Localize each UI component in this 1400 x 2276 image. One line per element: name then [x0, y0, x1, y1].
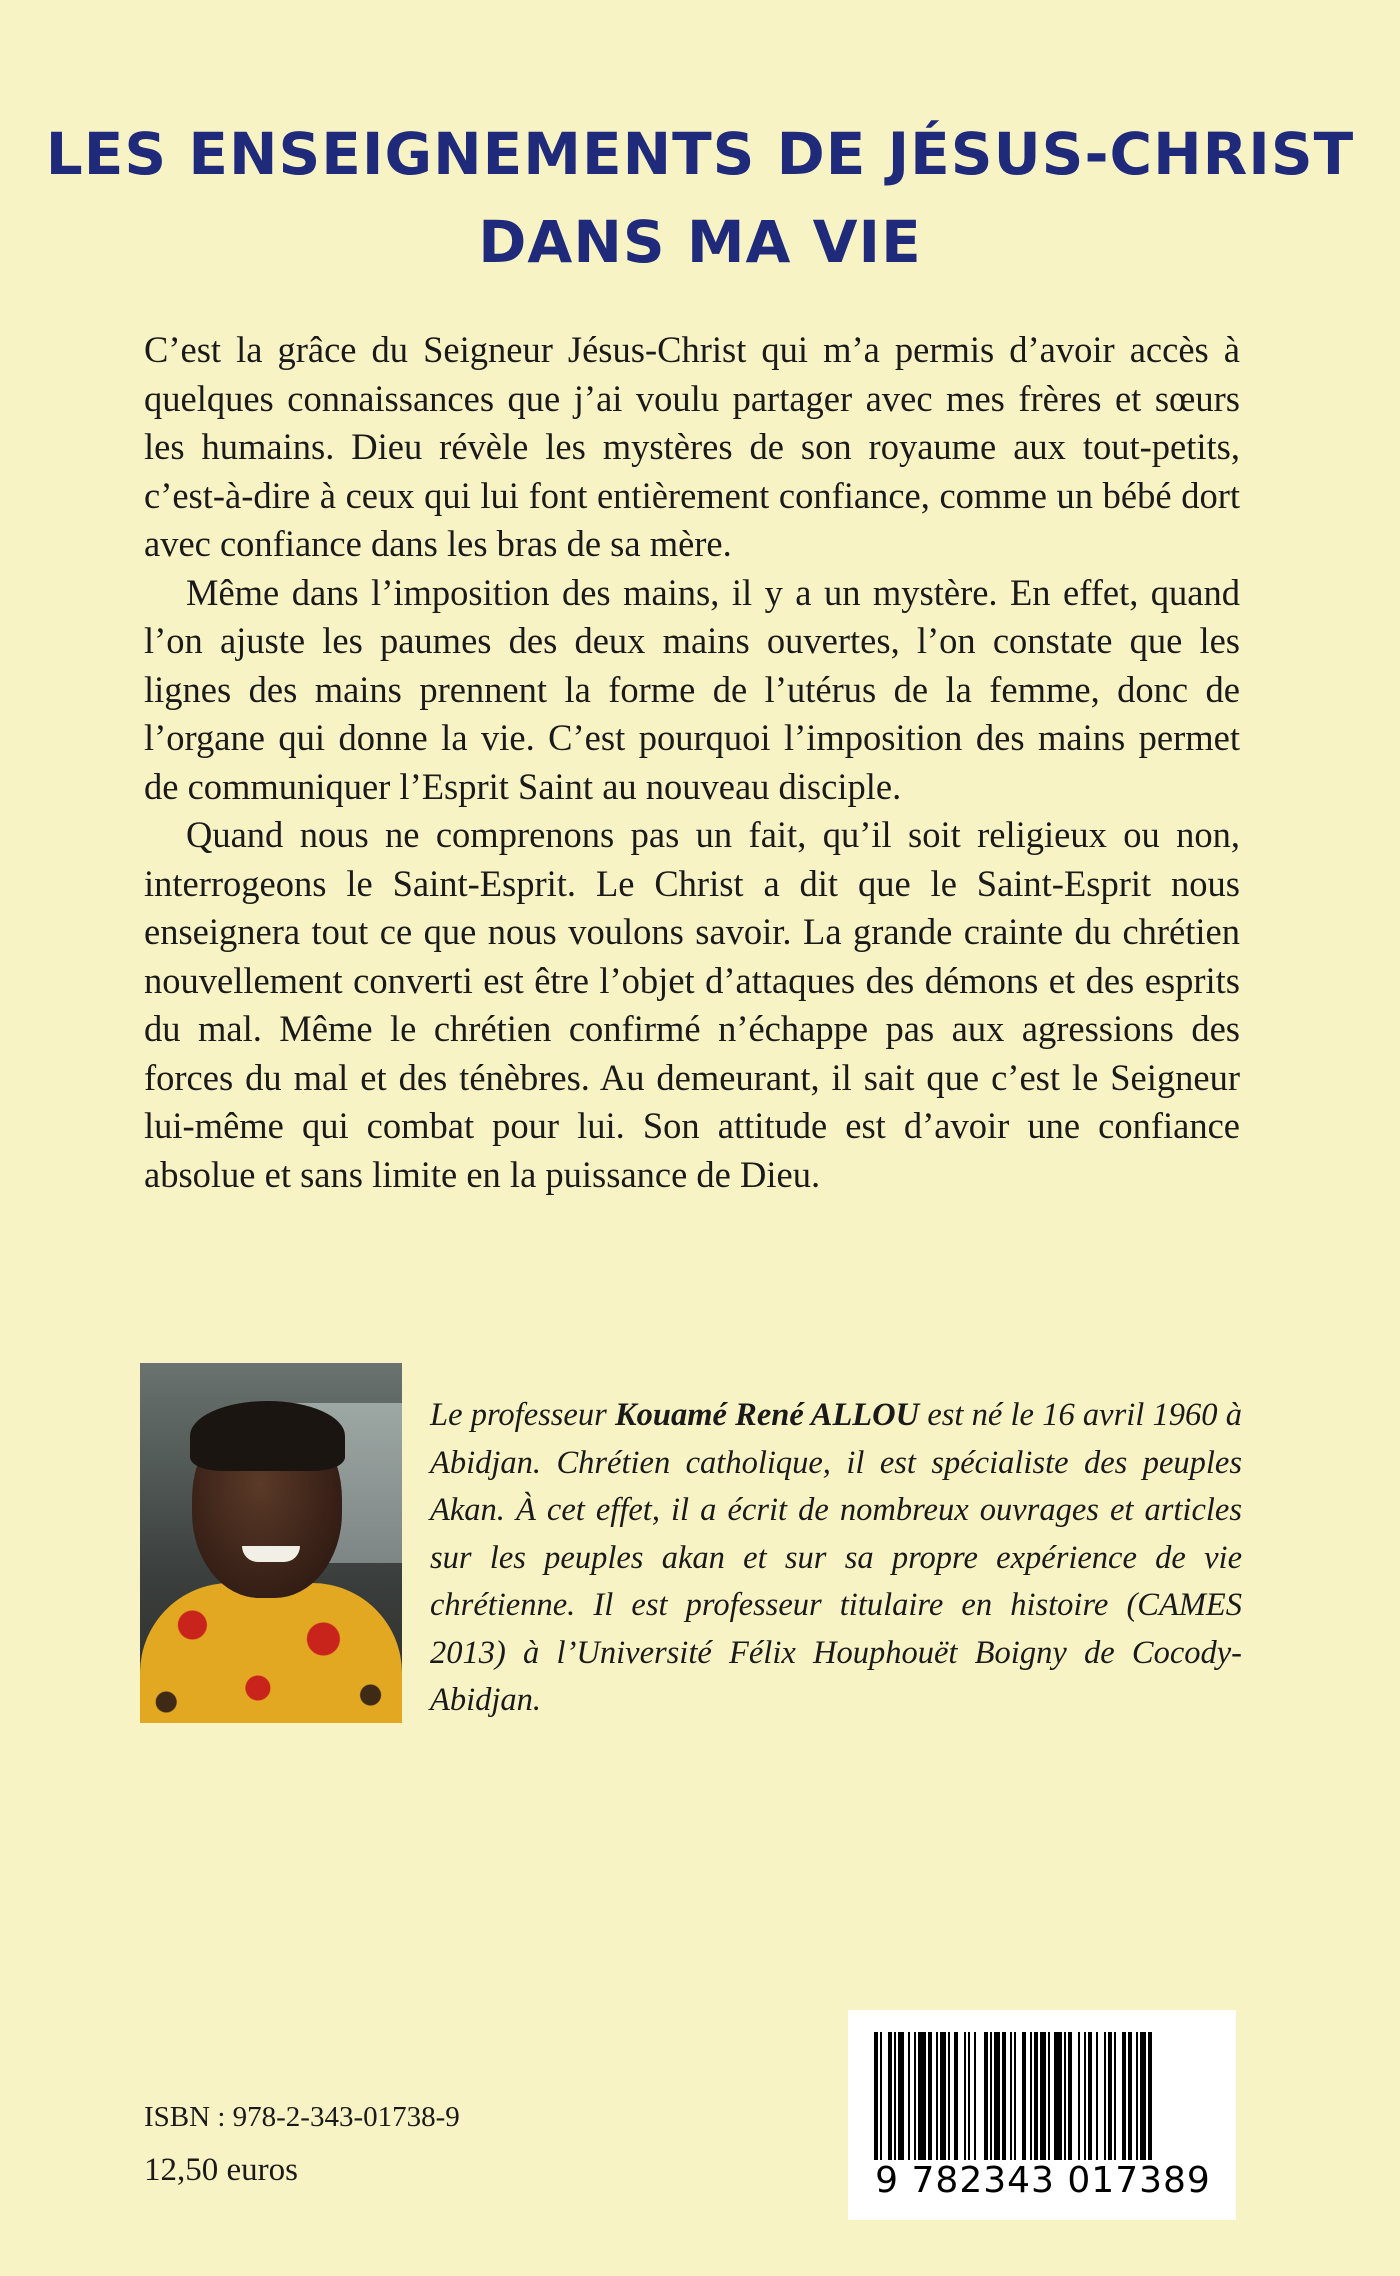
author-name: Kouamé René ALLOU — [614, 1397, 920, 1433]
author-bio-text: est né le 16 avril 1960 à Abidjan. Chrétien catholique, il est spécialiste des peuples Akan. À cet effet, il a écrit de nombreux ouvrages et articles sur les peuples akan et sur sa propre expérience de vie chrétienne. Il est professeur titulaire en histoire (CAMES 2013) à l’Université Félix Houphouët Boigny de Cocody-Abidjan. — [430, 1397, 1242, 1718]
price-label: 12,50 euros — [144, 2152, 298, 2188]
summary-paragraph: C’est la grâce du Seigneur Jésus-Christ qui m’a permis d’avoir accès à quelques connaissances que j’ai voulu partager avec mes frères et sœurs les humains. Dieu révèle les mystères de son royaume aux tout-petits, c’est-à-dire à ceux qui lui font entièrement confiance, comme un bébé dort avec confiance dans les bras de sa mère. — [144, 329, 1240, 564]
barcode — [848, 2010, 1236, 2220]
book-title-line-2: DANS MA VIE — [478, 208, 922, 276]
barcode-bars — [870, 2032, 1214, 2160]
back-cover-summary — [144, 326, 1240, 1199]
book-title-line-1: LES ENSEIGNEMENTS DE JÉSUS-CHRIST — [45, 120, 1355, 188]
barcode-digits: 9 782343 017389 — [875, 2160, 1211, 2201]
author-bio — [430, 1392, 1242, 1725]
book-title — [0, 110, 1400, 286]
author-bio-prefix: Le professeur — [430, 1397, 615, 1433]
summary-paragraph: Même dans l’imposition des mains, il y a un mystère. En effet, quand l’on ajuste les paumes des deux mains ouvertes, l’on constate que les lignes des mains prennent la forme de l’utérus de la femme, donc de l’organe qui donne la vie. C’est pourquoi l’imposition des mains permet de communiquer l’Esprit Saint au nouveau disciple. — [144, 571, 1240, 807]
summary-paragraph: Quand nous ne comprenons pas un fait, qu’il soit religieux ou non, interrogeons le Saint-Esprit. Le Christ a dit que le Saint-Esprit nous enseignera tout ce que nous voulons savoir. La grande crainte du chrétien nouvellement converti est être l’objet d’attaques des démons et des esprits du mal. Même le chrétien confirmé n’échappe pas aux agressions des forces du mal et des ténèbres. Au demeurant, il sait que c’est le Seigneur lui-même qui combat pour lui. Son attitude est d’avoir une confiance absolue et sans limite en la puissance de Dieu. — [144, 814, 1240, 1195]
author-photo — [140, 1363, 402, 1723]
isbn-label: ISBN : 978-2-343-01738-9 — [144, 2101, 460, 2133]
